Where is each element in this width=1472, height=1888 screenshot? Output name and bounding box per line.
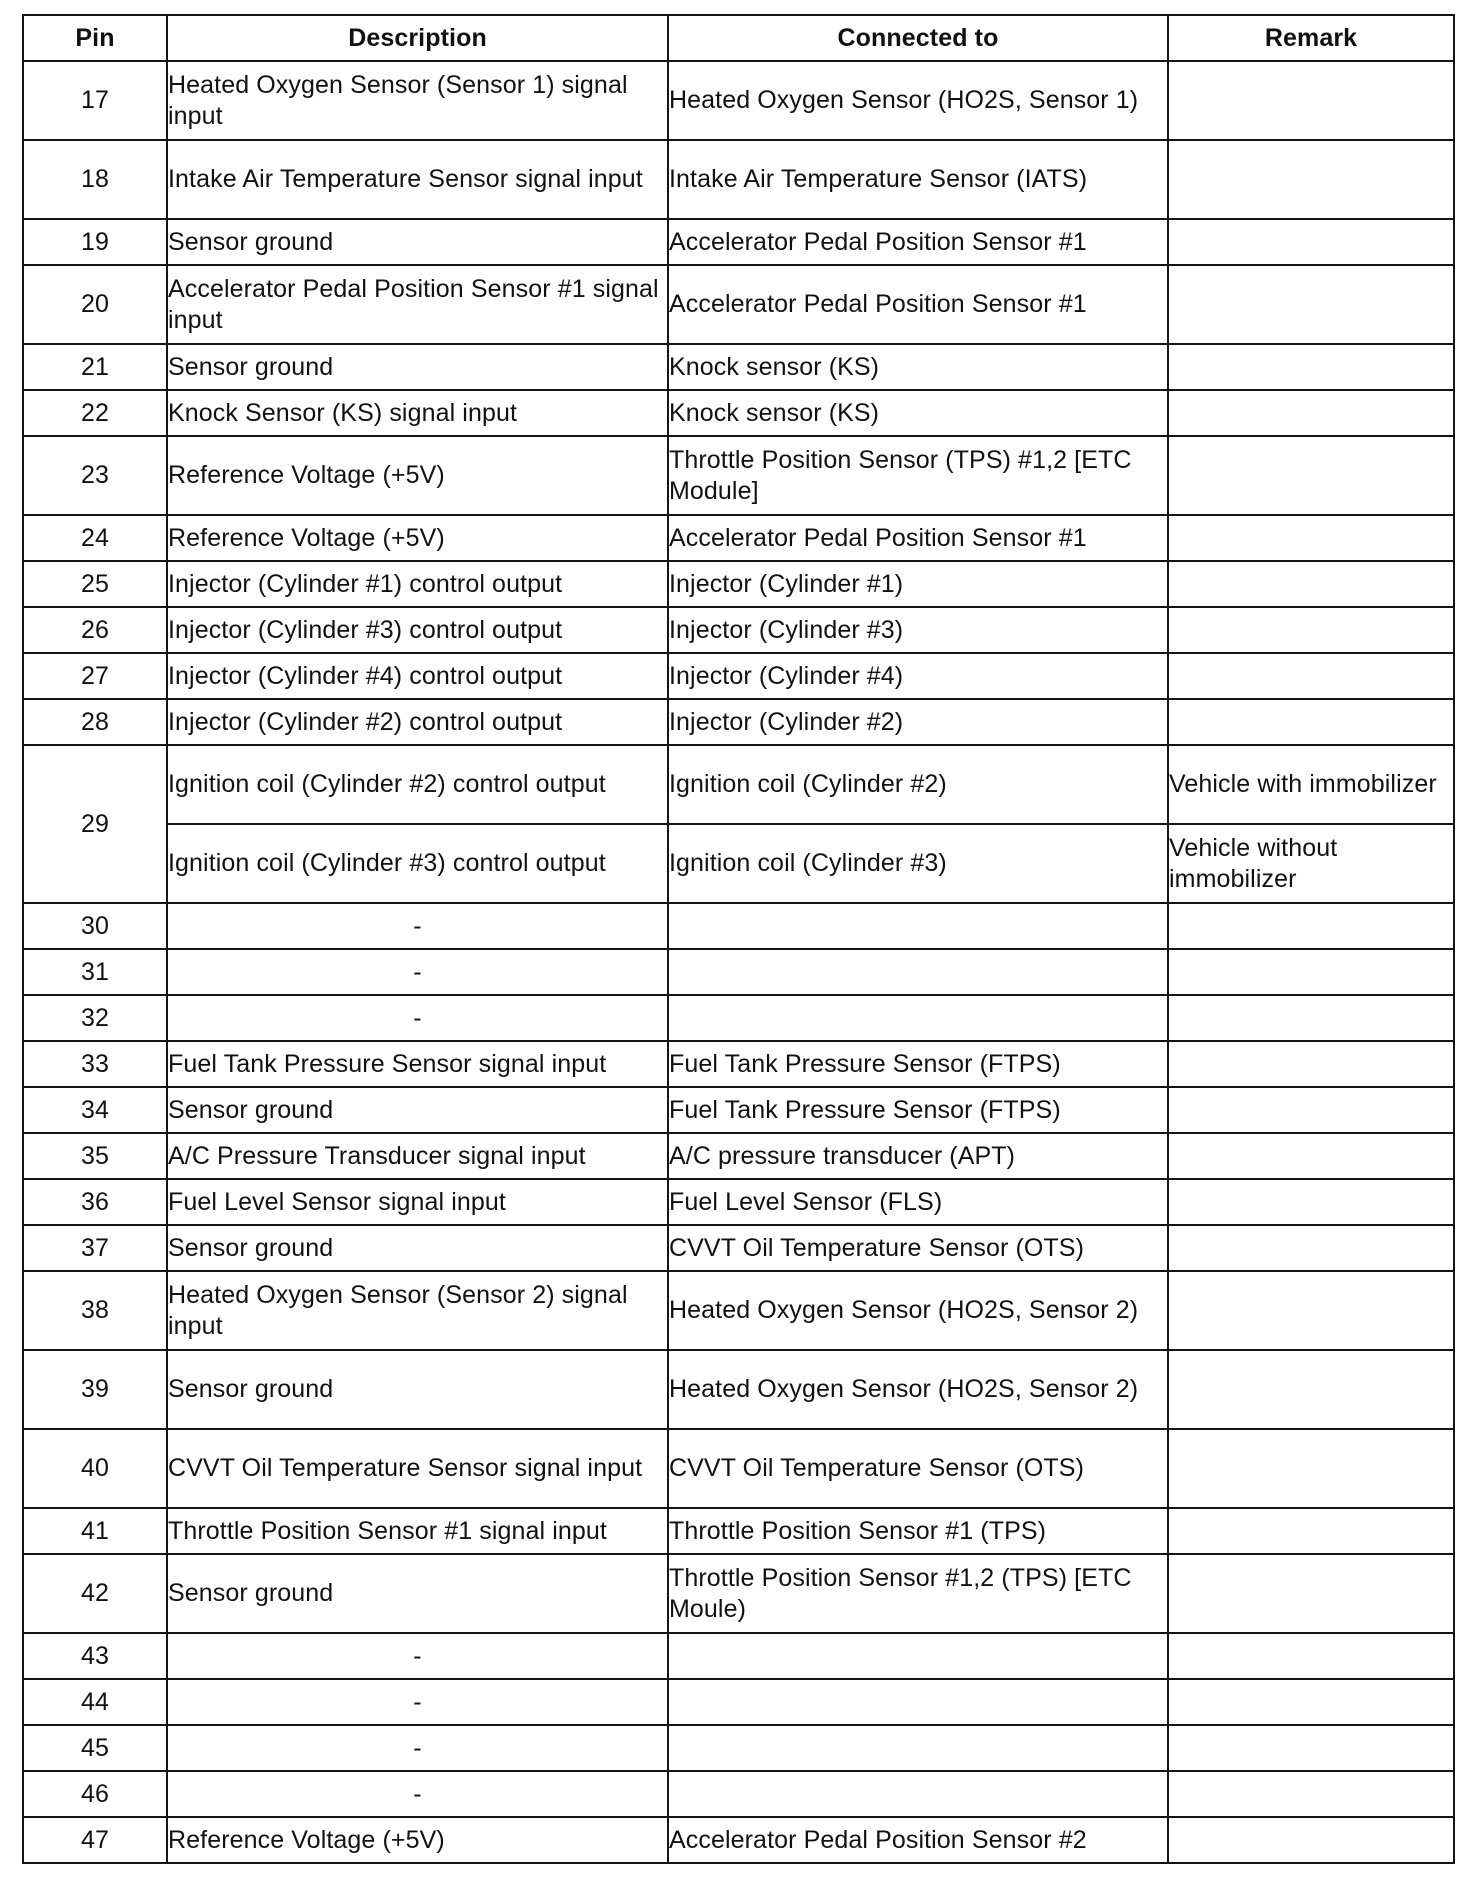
connected-to-cell: CVVT Oil Temperature Sensor (OTS) xyxy=(668,1429,1168,1508)
remark-cell xyxy=(1168,515,1454,561)
description-cell: Injector (Cylinder #2) control output xyxy=(167,699,668,745)
table-row xyxy=(23,515,1454,561)
description-cell: Ignition coil (Cylinder #2) control output xyxy=(167,745,668,824)
description-cell: - xyxy=(167,1725,668,1771)
table-row xyxy=(23,1133,1454,1179)
description-cell: Sensor ground xyxy=(167,1225,668,1271)
remark-cell xyxy=(1168,1508,1454,1554)
remark-cell xyxy=(1168,1271,1454,1350)
description-cell: Injector (Cylinder #4) control output xyxy=(167,653,668,699)
table-row xyxy=(23,1350,1454,1429)
table-row xyxy=(23,561,1454,607)
description-cell: Ignition coil (Cylinder #3) control output xyxy=(167,824,668,903)
connected-to-cell: Injector (Cylinder #1) xyxy=(668,561,1168,607)
remark-cell xyxy=(1168,561,1454,607)
description-cell: - xyxy=(167,1633,668,1679)
pin-cell: 41 xyxy=(23,1508,167,1554)
description-cell: Fuel Tank Pressure Sensor signal input xyxy=(167,1041,668,1087)
connected-to-cell xyxy=(668,903,1168,949)
connected-to-cell: A/C pressure transducer (APT) xyxy=(668,1133,1168,1179)
remark-cell xyxy=(1168,1633,1454,1679)
description-cell: Knock Sensor (KS) signal input xyxy=(167,390,668,436)
table-row xyxy=(23,1271,1454,1350)
pin-cell: 46 xyxy=(23,1771,167,1817)
table-row xyxy=(23,653,1454,699)
pin-cell: 17 xyxy=(23,61,167,140)
table-row xyxy=(23,1041,1454,1087)
remark-cell xyxy=(1168,61,1454,140)
pin-cell: 36 xyxy=(23,1179,167,1225)
connected-to-cell: Fuel Tank Pressure Sensor (FTPS) xyxy=(668,1087,1168,1133)
description-cell: A/C Pressure Transducer signal input xyxy=(167,1133,668,1179)
connected-to-cell: Heated Oxygen Sensor (HO2S, Sensor 2) xyxy=(668,1271,1168,1350)
remark-cell: Vehicle with immobilizer xyxy=(1168,745,1454,824)
connected-to-cell: Knock sensor (KS) xyxy=(668,390,1168,436)
remark-cell xyxy=(1168,1554,1454,1633)
description-cell: Sensor ground xyxy=(167,1087,668,1133)
pin-cell: 19 xyxy=(23,219,167,265)
table-row xyxy=(23,1429,1454,1508)
table-row xyxy=(23,1554,1454,1633)
remark-cell xyxy=(1168,140,1454,219)
pin-cell: 32 xyxy=(23,995,167,1041)
pin-cell: 27 xyxy=(23,653,167,699)
remark-cell xyxy=(1168,903,1454,949)
description-cell: - xyxy=(167,949,668,995)
connected-to-cell xyxy=(668,949,1168,995)
pin-cell: 47 xyxy=(23,1817,167,1863)
description-cell: Fuel Level Sensor signal input xyxy=(167,1179,668,1225)
remark-cell xyxy=(1168,1817,1454,1863)
connected-to-cell: Ignition coil (Cylinder #3) xyxy=(668,824,1168,903)
remark-cell xyxy=(1168,344,1454,390)
remark-cell: Vehicle without immobilizer xyxy=(1168,824,1454,903)
table-row xyxy=(23,949,1454,995)
description-cell: Injector (Cylinder #3) control output xyxy=(167,607,668,653)
connected-to-cell: Throttle Position Sensor #1 (TPS) xyxy=(668,1508,1168,1554)
connected-to-cell: Throttle Position Sensor #1,2 (TPS) [ETC Moule) xyxy=(668,1554,1168,1633)
pin-cell: 37 xyxy=(23,1225,167,1271)
header-connected-to: Connected to xyxy=(668,15,1168,61)
remark-cell xyxy=(1168,1429,1454,1508)
connected-to-cell: Accelerator Pedal Position Sensor #1 xyxy=(668,515,1168,561)
pin-cell: 31 xyxy=(23,949,167,995)
connected-to-cell: Intake Air Temperature Sensor (IATS) xyxy=(668,140,1168,219)
pin-cell: 22 xyxy=(23,390,167,436)
pin-cell: 44 xyxy=(23,1679,167,1725)
description-cell: Heated Oxygen Sensor (Sensor 1) signal input xyxy=(167,61,668,140)
description-cell: Accelerator Pedal Position Sensor #1 signal input xyxy=(167,265,668,344)
remark-cell xyxy=(1168,390,1454,436)
table-row xyxy=(23,1771,1454,1817)
remark-cell xyxy=(1168,219,1454,265)
table-row xyxy=(23,1725,1454,1771)
remark-cell xyxy=(1168,1771,1454,1817)
remark-cell xyxy=(1168,1133,1454,1179)
table-row xyxy=(23,436,1454,515)
table-row xyxy=(23,61,1454,140)
connected-to-cell xyxy=(668,1633,1168,1679)
table-row xyxy=(23,140,1454,219)
pin-cell: 18 xyxy=(23,140,167,219)
description-cell: Reference Voltage (+5V) xyxy=(167,436,668,515)
pin-cell: 21 xyxy=(23,344,167,390)
header-pin: Pin xyxy=(23,15,167,61)
connected-to-cell: Heated Oxygen Sensor (HO2S, Sensor 1) xyxy=(668,61,1168,140)
pin-cell: 35 xyxy=(23,1133,167,1179)
description-cell: Sensor ground xyxy=(167,1554,668,1633)
pin-table xyxy=(22,14,1455,1864)
remark-cell xyxy=(1168,1179,1454,1225)
table-row-split-a xyxy=(23,745,1454,824)
pin-cell: 45 xyxy=(23,1725,167,1771)
remark-cell xyxy=(1168,699,1454,745)
pin-cell: 38 xyxy=(23,1271,167,1350)
pin-cell: 43 xyxy=(23,1633,167,1679)
connected-to-cell: Accelerator Pedal Position Sensor #1 xyxy=(668,219,1168,265)
pin-cell: 24 xyxy=(23,515,167,561)
connected-to-cell xyxy=(668,1771,1168,1817)
description-cell: CVVT Oil Temperature Sensor signal input xyxy=(167,1429,668,1508)
table-row xyxy=(23,1087,1454,1133)
table-row xyxy=(23,265,1454,344)
connected-to-cell: Injector (Cylinder #3) xyxy=(668,607,1168,653)
remark-cell xyxy=(1168,1725,1454,1771)
description-cell: Sensor ground xyxy=(167,1350,668,1429)
connected-to-cell: CVVT Oil Temperature Sensor (OTS) xyxy=(668,1225,1168,1271)
table-row xyxy=(23,390,1454,436)
remark-cell xyxy=(1168,1350,1454,1429)
table-row xyxy=(23,1679,1454,1725)
header-description: Description xyxy=(167,15,668,61)
table-row xyxy=(23,699,1454,745)
remark-cell xyxy=(1168,1087,1454,1133)
table-row xyxy=(23,1817,1454,1863)
pin-cell: 29 xyxy=(23,745,167,903)
remark-cell xyxy=(1168,949,1454,995)
connected-to-cell: Injector (Cylinder #4) xyxy=(668,653,1168,699)
remark-cell xyxy=(1168,1041,1454,1087)
description-cell: Throttle Position Sensor #1 signal input xyxy=(167,1508,668,1554)
table-row xyxy=(23,344,1454,390)
table-row xyxy=(23,1508,1454,1554)
table-row-split-b xyxy=(23,824,1454,903)
table-header-row xyxy=(23,15,1454,61)
connected-to-cell xyxy=(668,1679,1168,1725)
remark-cell xyxy=(1168,436,1454,515)
description-cell: Sensor ground xyxy=(167,219,668,265)
description-cell: Sensor ground xyxy=(167,344,668,390)
table-row xyxy=(23,1179,1454,1225)
pin-cell: 30 xyxy=(23,903,167,949)
description-cell: Heated Oxygen Sensor (Sensor 2) signal input xyxy=(167,1271,668,1350)
connected-to-cell: Fuel Level Sensor (FLS) xyxy=(668,1179,1168,1225)
table-row xyxy=(23,995,1454,1041)
table-row xyxy=(23,903,1454,949)
remark-cell xyxy=(1168,265,1454,344)
connected-to-cell: Accelerator Pedal Position Sensor #2 xyxy=(668,1817,1168,1863)
pin-cell: 39 xyxy=(23,1350,167,1429)
description-cell: - xyxy=(167,1771,668,1817)
table-row xyxy=(23,1633,1454,1679)
table-row xyxy=(23,607,1454,653)
table-row xyxy=(23,1225,1454,1271)
description-cell: - xyxy=(167,995,668,1041)
table-row xyxy=(23,219,1454,265)
connected-to-cell: Heated Oxygen Sensor (HO2S, Sensor 2) xyxy=(668,1350,1168,1429)
connected-to-cell: Knock sensor (KS) xyxy=(668,344,1168,390)
remark-cell xyxy=(1168,653,1454,699)
pin-cell: 42 xyxy=(23,1554,167,1633)
pin-cell: 23 xyxy=(23,436,167,515)
remark-cell xyxy=(1168,607,1454,653)
pin-cell: 33 xyxy=(23,1041,167,1087)
connected-to-cell: Throttle Position Sensor (TPS) #1,2 [ETC Module] xyxy=(668,436,1168,515)
remark-cell xyxy=(1168,1679,1454,1725)
description-cell: - xyxy=(167,903,668,949)
remark-cell xyxy=(1168,1225,1454,1271)
description-cell: Reference Voltage (+5V) xyxy=(167,1817,668,1863)
connected-to-cell: Injector (Cylinder #2) xyxy=(668,699,1168,745)
remark-cell xyxy=(1168,995,1454,1041)
pin-cell: 28 xyxy=(23,699,167,745)
description-cell: Reference Voltage (+5V) xyxy=(167,515,668,561)
pin-cell: 20 xyxy=(23,265,167,344)
pin-cell: 40 xyxy=(23,1429,167,1508)
connected-to-cell xyxy=(668,995,1168,1041)
pin-cell: 34 xyxy=(23,1087,167,1133)
header-remark: Remark xyxy=(1168,15,1454,61)
pin-cell: 25 xyxy=(23,561,167,607)
connected-to-cell: Ignition coil (Cylinder #2) xyxy=(668,745,1168,824)
connected-to-cell: Accelerator Pedal Position Sensor #1 xyxy=(668,265,1168,344)
pin-cell: 26 xyxy=(23,607,167,653)
connected-to-cell xyxy=(668,1725,1168,1771)
connected-to-cell: Fuel Tank Pressure Sensor (FTPS) xyxy=(668,1041,1168,1087)
description-cell: - xyxy=(167,1679,668,1725)
description-cell: Injector (Cylinder #1) control output xyxy=(167,561,668,607)
description-cell: Intake Air Temperature Sensor signal input xyxy=(167,140,668,219)
